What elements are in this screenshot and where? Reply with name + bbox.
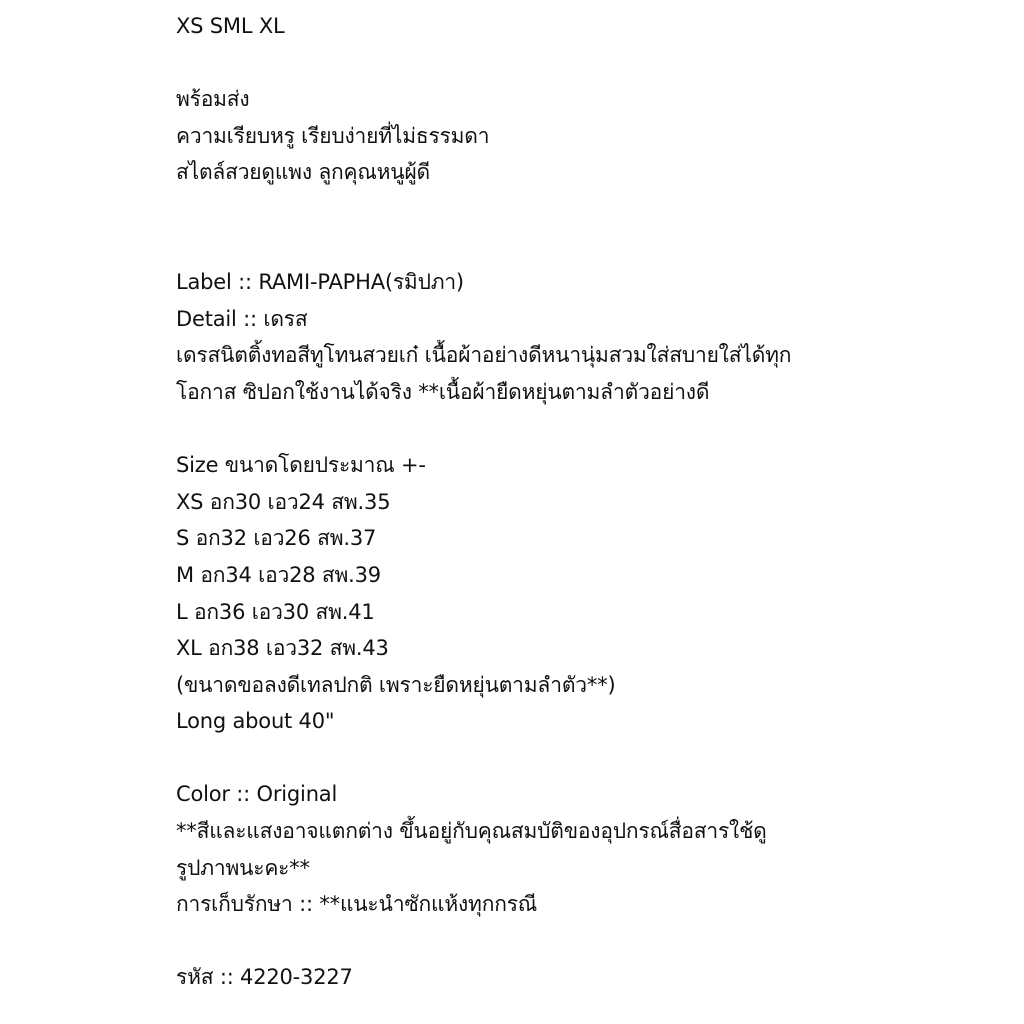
spacer [176,740,1006,777]
intro-line: พร้อมส่ง [176,87,250,112]
sizes-header: XS SML XL [176,14,285,38]
product-code: รหัส :: 4220-3227 [176,965,353,990]
care-line: การเก็บรักษา :: **แนะนำซักแห้งทุกกรณี [176,892,538,917]
size-row: XS อก30 เอว24 สพ.35 [176,489,391,514]
spacer [176,923,1006,960]
spacer [176,191,1006,264]
spacer [176,45,1006,82]
size-note: (ขนาดขอลงดีเทลปกติ เพราะยืดหยุ่นตามลำตัว**) [176,672,616,697]
size-title: Size ขนาดโดยประมาณ +- [176,453,426,478]
size-row: XL อก38 เอว32 สพ.43 [176,636,389,661]
size-row: M อก34 เอว28 สพ.39 [176,562,381,587]
length-line: Long about 40" [176,709,335,734]
intro-line: สไตล์สวยดูแพง ลูกคุณหนูผู้ดี [176,160,430,185]
size-row: L อก36 เอว30 สพ.41 [176,599,375,624]
product-description [176,8,1006,996]
detail-line: Detail :: เดรส [176,306,308,331]
detail-description-line: โอกาส ซิปอกใช้งานได้จริง **เนื้อผ้ายืดหยุ่นตามลำตัวอย่างดี [176,379,710,404]
color-line: Color :: Original [176,782,338,807]
spacer [176,411,1006,448]
detail-description-line: เดรสนิตติ้งทอสีทูโทนสวยเก๋ เนื้อผ้าอย่างดีหนานุ่มสวมใส่สบายใส่ได้ทุก [176,343,792,368]
color-note-line: รูปภาพนะคะ** [176,855,310,880]
label-line: Label :: RAMI-PAPHA(รมิปภา) [176,270,464,295]
intro-line: ความเรียบหรู เรียบง่ายที่ไม่ธรรมดา [176,123,490,148]
color-note-line: **สีและแสงอาจแตกต่าง ขึ้นอยู่กับคุณสมบัติของอุปกรณ์สื่อสารใช้ดู [176,819,767,844]
size-row: S อก32 เอว26 สพ.37 [176,526,377,551]
